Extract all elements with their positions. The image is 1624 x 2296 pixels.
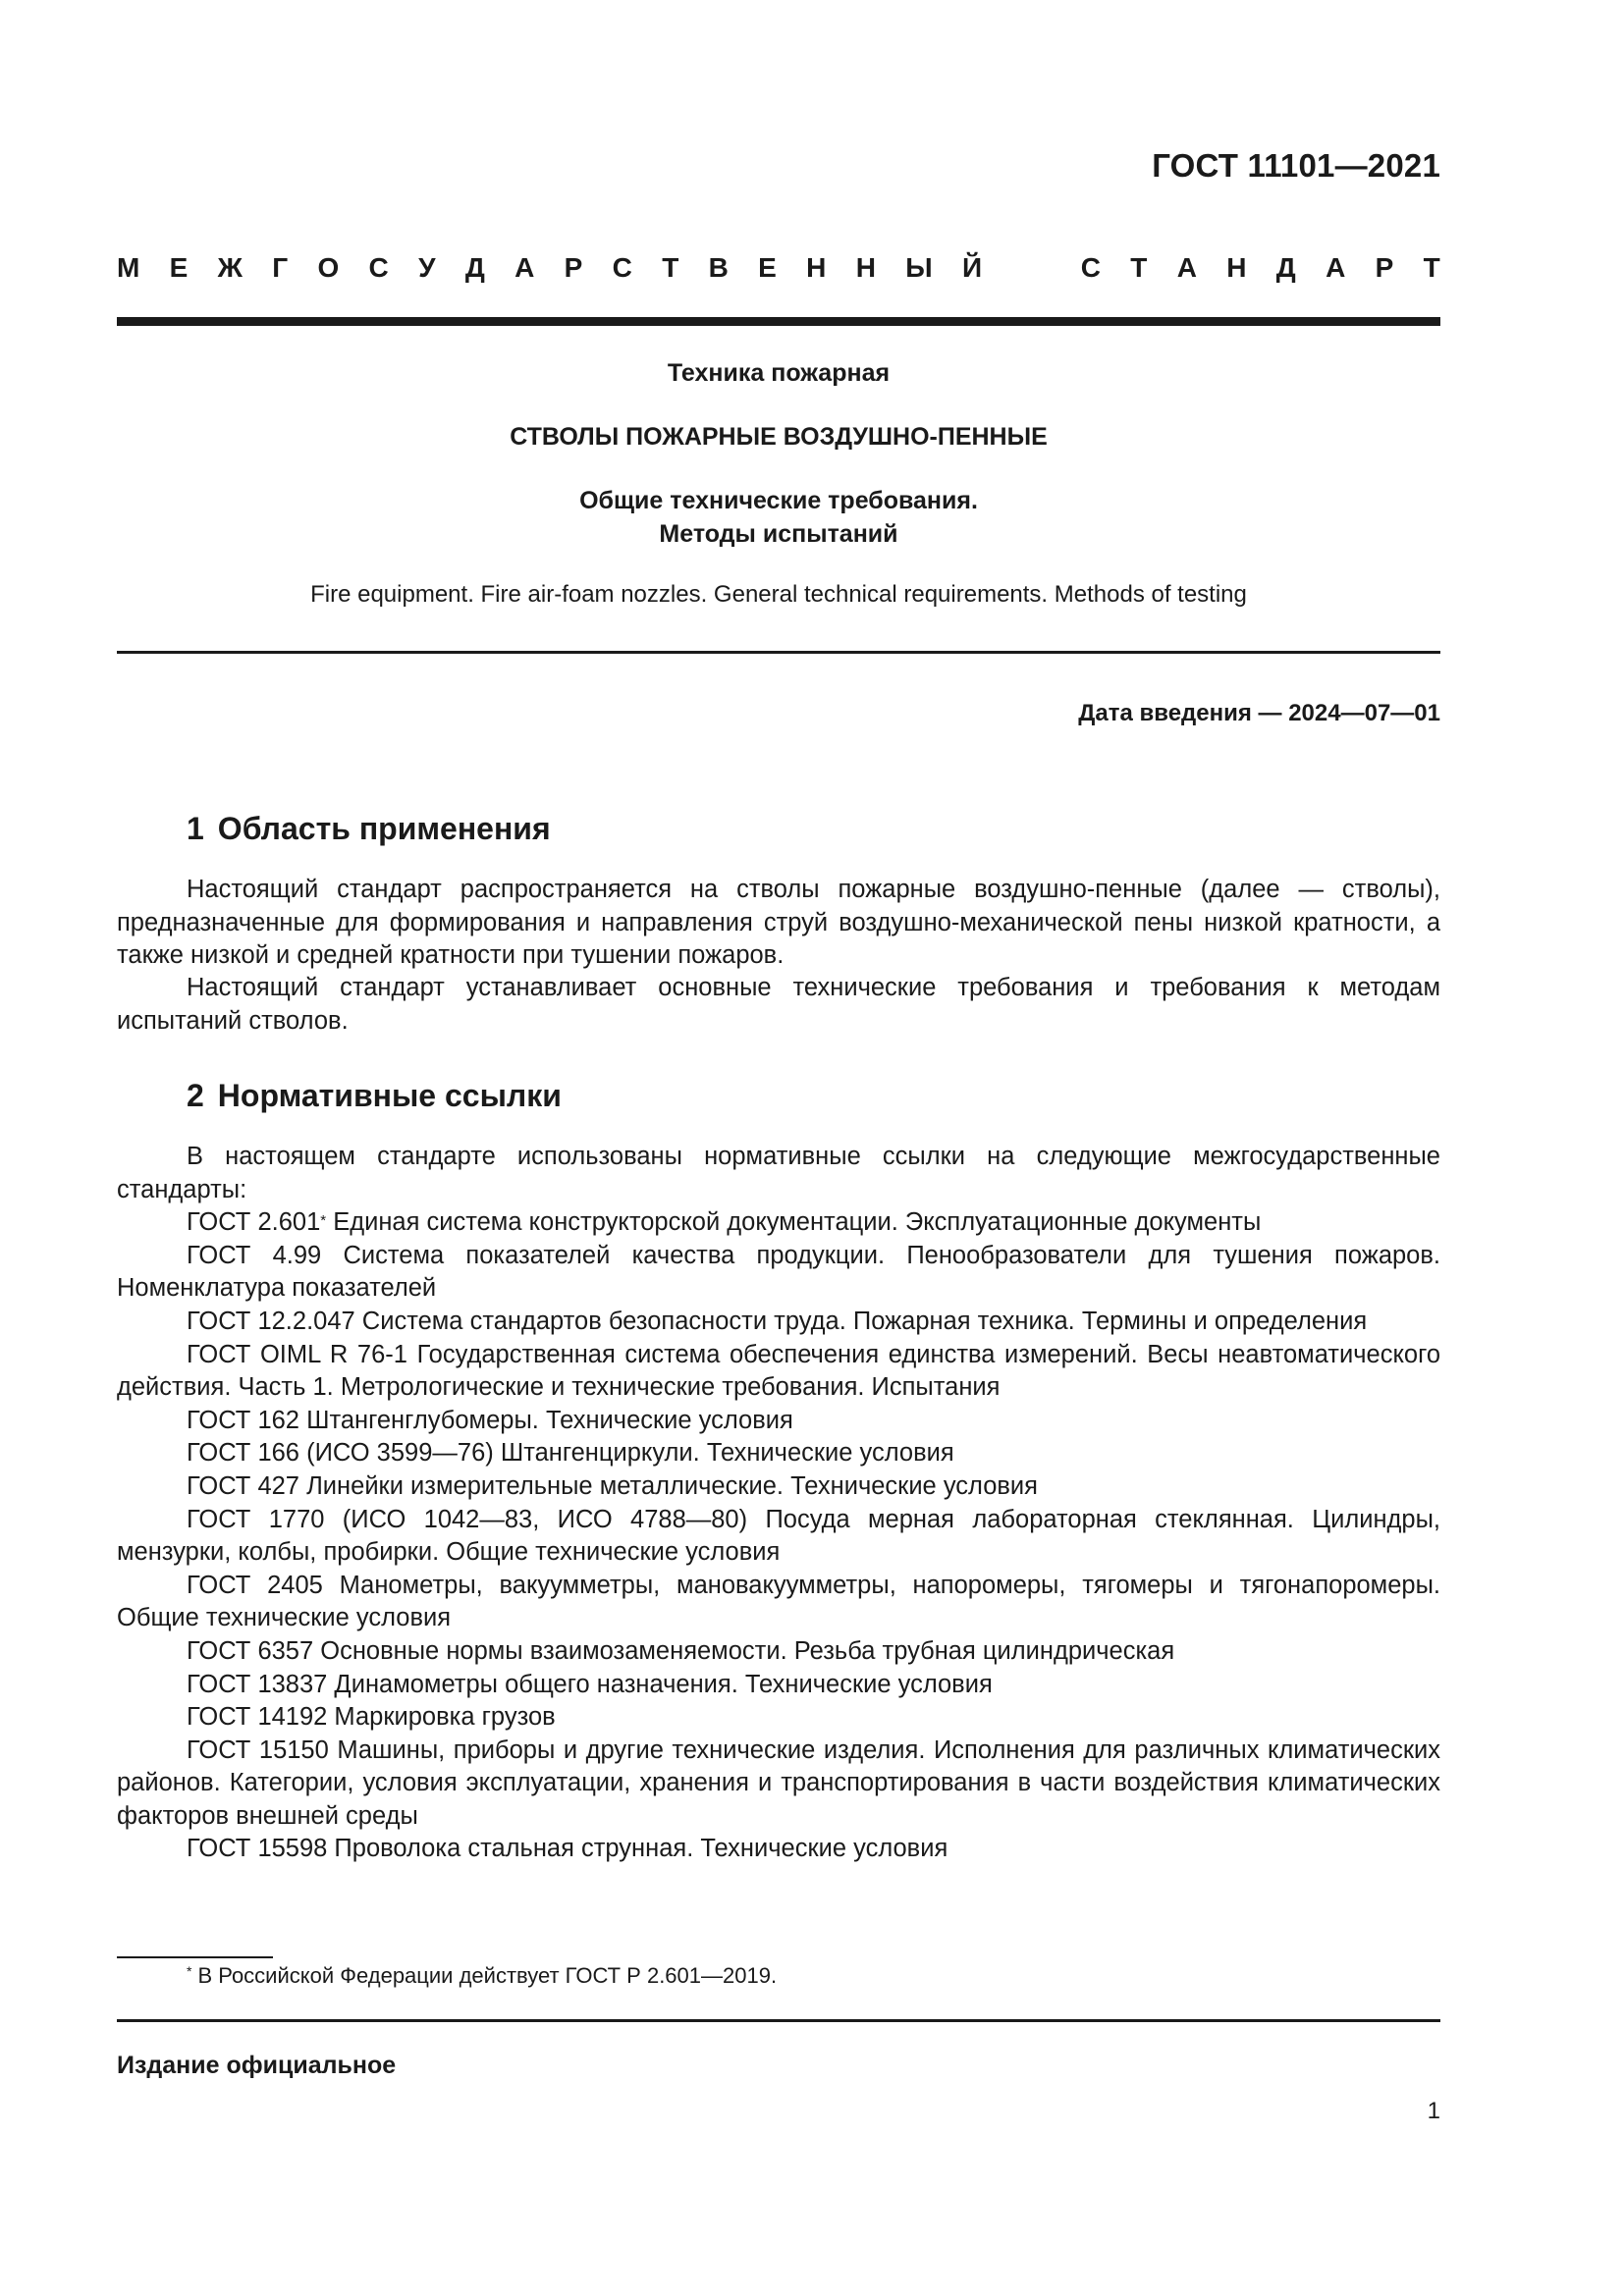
footnote-mark: * <box>320 1212 327 1230</box>
banner-letter: Ы <box>905 252 933 283</box>
banner-letter: Н <box>855 252 876 283</box>
reference-item: ГОСТ 162 Штангенглубомеры. Технические условия <box>187 1406 793 1434</box>
reference-item: ГОСТ 1770 (ИСО 1042—83, ИСО 4788—80) Посуда мерная лабораторная стеклянная. Цилиндры, мензурки, колбы, пробирки. Общие технические условия <box>117 1505 1440 1567</box>
banner-letter: Н <box>1226 252 1247 283</box>
interstate-standard-banner <box>117 252 1440 284</box>
section-number: 2 <box>187 1078 204 1113</box>
standard-number: ГОСТ 11101—2021 <box>1152 147 1440 184</box>
title-subtitle-line2: Методы испытаний <box>659 520 898 548</box>
banner-letter: Р <box>1375 252 1394 283</box>
normative-references-list <box>117 1141 1440 1866</box>
banner-letter: Е <box>758 252 777 283</box>
title-bottom-rule <box>117 651 1440 654</box>
section-title: Нормативные ссылки <box>217 1078 562 1113</box>
title-main: СТВОЛЫ ПОЖАРНЫЕ ВОЗДУШНО-ПЕННЫЕ <box>510 423 1048 451</box>
reference-item: ГОСТ 4.99 Система показателей качества продукции. Пенообразователи для тушения пожаров. Номенклатура показателей <box>117 1241 1440 1303</box>
official-edition-label: Издание официальное <box>117 2052 397 2079</box>
banner-letter: Д <box>464 252 485 283</box>
footnote-text: В Российской Федерации действует ГОСТ Р 2.601—2019. <box>197 1963 778 1988</box>
banner-letter: Й <box>961 252 983 283</box>
banner-letter: Р <box>564 252 583 283</box>
banner-letter: О <box>317 252 340 283</box>
section-1-paragraph-1: Настоящий стандарт распространяется на стволы пожарные воздушно-пенные (далее — стволы), предназначенные для формирования и направления струй воздушно-механической пены низкой кратности, а также низкой и средней кратности при тушении пожаров. <box>117 876 1440 970</box>
header-thick-rule <box>117 317 1440 326</box>
reference-item: ГОСТ 12.2.047 Система стандартов безопасности труда. Пожарная техника. Термины и определения <box>187 1307 1368 1335</box>
banner-letter: С <box>368 252 389 283</box>
banner-letter: Д <box>1275 252 1296 283</box>
banner-letter: Т <box>1423 252 1440 283</box>
reference-item: ГОСТ 15150 Машины, приборы и другие технические изделия. Исполнения для различных климатических районов. Категории, условия эксплуатации, хранения и транспортирования в части воздействия климатических факторов внешней среды <box>117 1735 1440 1830</box>
page-number: 1 <box>1427 2098 1440 2124</box>
banner-letter: С <box>612 252 632 283</box>
banner-letter: У <box>418 252 436 283</box>
banner-letter: Е <box>169 252 189 283</box>
banner-letter: Ж <box>217 252 243 283</box>
section-2-heading <box>187 1078 562 1114</box>
reference-item: ГОСТ 2405 Манометры, вакуумметры, мановакуумметры, напоромеры, тягомеры и тягонапоромеры. Общие технические условия <box>117 1571 1440 1632</box>
reference-item: ГОСТ 15598 Проволока стальная струнная. Технические условия <box>187 1835 948 1863</box>
reference-item: ГОСТ 2.601* Единая система конструкторской документации. Эксплуатационные документы <box>187 1208 1262 1237</box>
banner-letter: Т <box>662 252 679 283</box>
banner-letter: А <box>514 252 535 283</box>
reference-item: ГОСТ 166 (ИСО 3599—76) Штангенциркули. Технические условия <box>187 1439 954 1468</box>
section-number: 1 <box>187 811 204 846</box>
banner-letter: А <box>1176 252 1197 283</box>
banner-word-gap <box>1011 252 1051 284</box>
banner-letter: В <box>708 252 729 283</box>
footnote <box>187 1963 777 1989</box>
banner-letter: Г <box>272 252 289 283</box>
reference-item: ГОСТ 13837 Динамометры общего назначения. Технические условия <box>187 1670 993 1698</box>
section-title: Область применения <box>217 811 551 846</box>
banner-letter: Т <box>1130 252 1148 283</box>
section-1-paragraph-2: Настоящий стандарт устанавливает основные технические требования и требования к методам испытаний стволов. <box>117 974 1440 1035</box>
banner-letter: С <box>1080 252 1101 283</box>
section-1-heading <box>187 811 551 847</box>
banner-letter: Н <box>806 252 827 283</box>
title-subtitle-line1: Общие технические требования. <box>579 487 978 514</box>
title-english: Fire equipment. Fire air-foam nozzles. General technical requirements. Methods of testing <box>310 581 1247 608</box>
footnote-mark: * <box>187 1963 192 1979</box>
footer-rule <box>117 2019 1440 2022</box>
reference-item: ГОСТ OIML R 76-1 Государственная система обеспечения единства измерений. Весы неавтоматического действия. Часть 1. Метрологические и технические требования. Испытания <box>117 1340 1440 1402</box>
references-intro: В настоящем стандарте использованы нормативные ссылки на следующие межгосударственные стандарты: <box>117 1143 1440 1203</box>
banner-letter: А <box>1326 252 1346 283</box>
footnote-rule <box>117 1956 273 1958</box>
banner-letter: М <box>117 252 140 283</box>
reference-item: ГОСТ 6357 Основные нормы взаимозаменяемости. Резьба трубная цилиндрическая <box>187 1636 1175 1665</box>
introduction-date: Дата введения — 2024—07—01 <box>1078 700 1440 726</box>
reference-item: ГОСТ 14192 Маркировка грузов <box>187 1703 556 1732</box>
title-category: Техника пожарная <box>667 359 891 387</box>
reference-item: ГОСТ 427 Линейки измерительные металлические. Технические условия <box>187 1471 1038 1500</box>
